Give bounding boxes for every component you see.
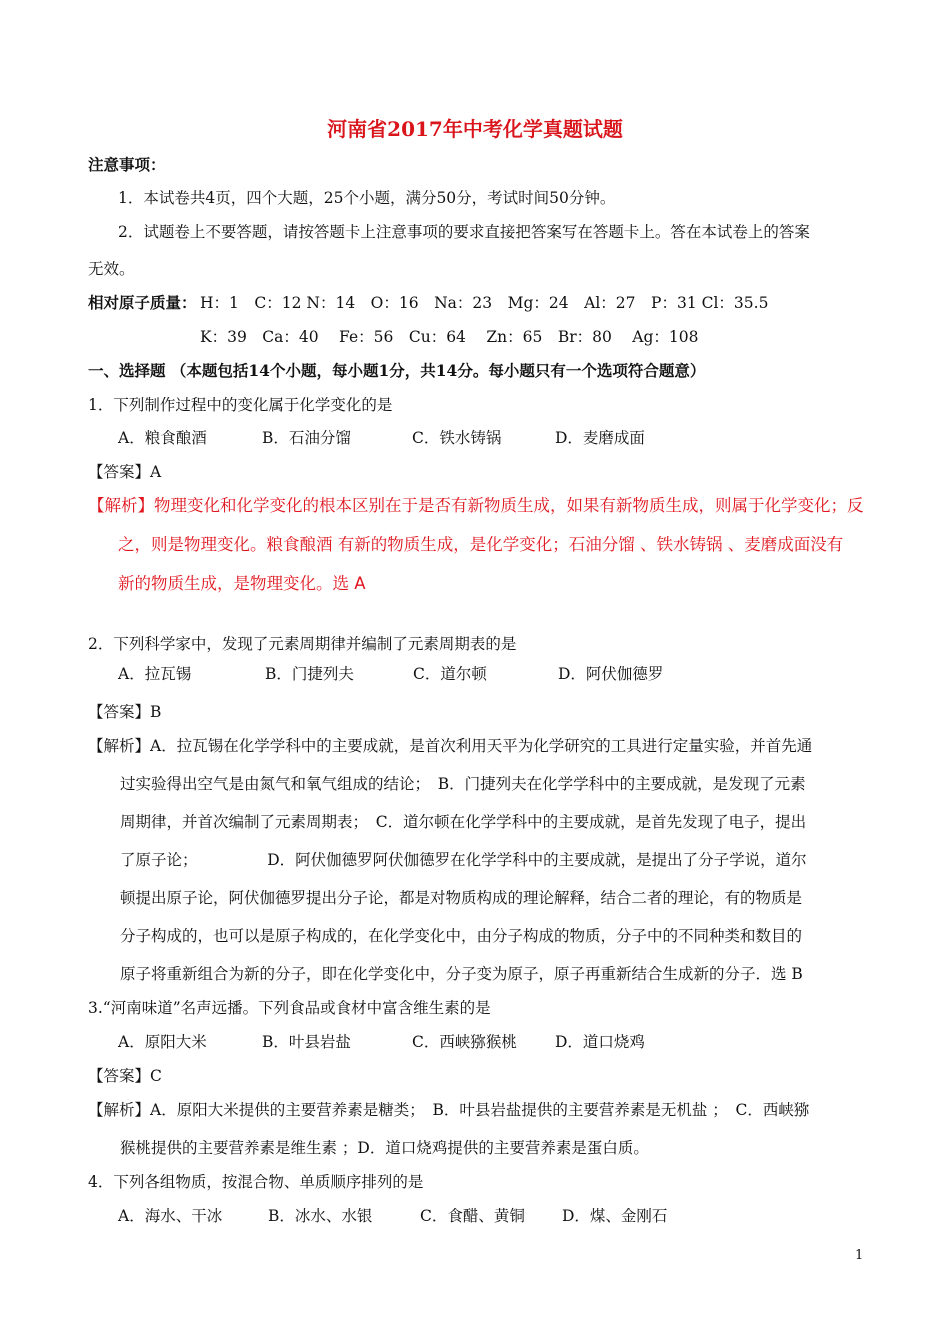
question-2-stem: 2．下列科学家中，发现了元素周期律并编制了元素周期表的是 (88, 635, 517, 653)
question-2-option-c: C．道尔顿 (413, 665, 487, 683)
question-1-answer: 【答案】A (88, 463, 162, 481)
question-3-analysis-line-1: 【解析】A．原阳大米提供的主要营养素是糖类； B．叶县岩盐提供的主要营养素是无机盐 ； C．西峡猕 (88, 1101, 810, 1119)
document-title: 河南省2017年中考化学真题试题 (327, 117, 623, 141)
question-2-analysis-line-6: 分子构成的，也可以是原子构成的，在化学变化中，由分子构成的物质，分子中的不同种类和数目的 (120, 927, 803, 945)
notice-heading: 注意事项： (88, 155, 166, 174)
question-3-analysis-line-2: 猴桃提供的主要营养素是维生素 ；D．道口烧鸡提供的主要营养素是蛋白质。 (120, 1139, 649, 1157)
section-heading: 一、选择题 （本题包括14个小题，每小题1分，共14分。每小题只有一个选项符合题意） (88, 361, 706, 380)
page-number: 1 (855, 1248, 864, 1263)
question-2-option-b: B．门捷列夫 (265, 665, 354, 683)
question-2-analysis-line-2: 过实验得出空气是由氮气和氧气组成的结论； B．门捷列夫在化学学科中的主要成就，是发现了元素 (120, 775, 806, 793)
atomic-mass-label: 相对原子质量： (88, 293, 197, 312)
notice-item-1: 1．本试卷共4页，四个大题，25个小题，满分50分，考试时间50分钟。 (118, 189, 616, 207)
question-2-option-d: D．阿伏伽德罗 (558, 665, 664, 683)
question-4-option-b: B．冰水、水银 (268, 1207, 373, 1225)
question-4-option-d: D．煤、金刚石 (562, 1207, 668, 1225)
question-2-analysis-line-5: 顿提出原子论，阿伏伽德罗提出分子论，都是对物质构成的理论解释，结合二者的理论，有的物质是 (120, 889, 803, 907)
question-4-option-a: A．海水、干冰 (118, 1207, 223, 1225)
notice-item-2-line-1: 2．试题卷上不要答题，请按答题卡上注意事项的要求直接把答案写在答题卡上。答在本试卷上的答案 (118, 223, 810, 241)
question-1-option-a: A．粮食酿酒 (118, 429, 207, 447)
question-3-option-c: C．西峡猕猴桃 (412, 1033, 517, 1051)
question-4-option-c: C．食醋、黄铜 (420, 1207, 525, 1225)
atomic-mass-row-2: K：39 Ca：40 Fe：56 Cu：64 Zn：65 Br：80 Ag：108 (200, 328, 699, 346)
question-3-option-a: A．原阳大米 (118, 1033, 207, 1051)
question-1-stem: 1．下列制作过程中的变化属于化学变化的是 (88, 396, 393, 414)
question-1-analysis-line-2: 之，则是物理变化。粮食酿酒 有新的物质生成，是化学变化；石油分馏 、铁水铸锅 、麦磨成面没有 (118, 535, 844, 554)
question-1-option-b: B．石油分馏 (262, 429, 351, 447)
question-1-analysis-line-1: 【解析】物理变化和化学变化的根本区别在于是否有新物质生成，如果有新物质生成，则属于化学变化；反 (88, 496, 864, 515)
question-2-option-a: A．拉瓦锡 (118, 665, 192, 683)
question-3-answer: 【答案】C (88, 1067, 162, 1085)
question-1-option-c: C．铁水铸锅 (412, 429, 502, 447)
question-2-analysis-line-3: 周期律，并首次编制了元素周期表； C．道尔顿在化学学科中的主要成就，是首先发现了电子，提出 (120, 813, 807, 831)
notice-item-2-line-2: 无效。 (88, 260, 135, 278)
question-2-analysis-line-1: 【解析】A．拉瓦锡在化学学科中的主要成就，是首次利用天平为化学研究的工具进行定量实验，并首先通 (88, 737, 813, 755)
question-4-stem: 4．下列各组物质，按混合物、单质顺序排列的是 (88, 1173, 424, 1191)
question-3-option-b: B．叶县岩盐 (262, 1033, 351, 1051)
question-2-analysis-line-4: 了原子论； D．阿伏伽德罗阿伏伽德罗在化学学科中的主要成就，是提出了分子学说，道尔 (120, 851, 807, 869)
atomic-mass-row-1: H：1 C：12 N：14 O：16 Na：23 Mg：24 Al：27 P：31 Cl：35.5 (200, 294, 769, 312)
question-1-analysis-line-3: 新的物质生成，是物理变化。选 A (118, 574, 366, 593)
question-1-option-d: D．麦磨成面 (555, 429, 645, 447)
question-3-stem: 3.“河南味道”名声远播。下列食品或食材中富含维生素的是 (88, 999, 491, 1017)
question-2-analysis-line-7: 原子将重新组合为新的分子，即在化学变化中，分子变为原子，原子再重新结合生成新的分子．选 B (120, 965, 803, 983)
question-3-option-d: D．道口烧鸡 (555, 1033, 645, 1051)
question-2-answer: 【答案】B (88, 703, 162, 721)
